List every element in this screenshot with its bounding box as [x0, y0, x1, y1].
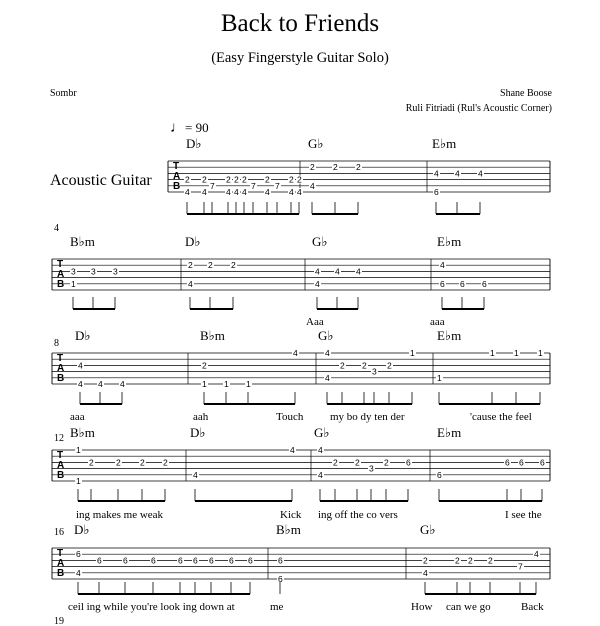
fret-number: 6 — [460, 278, 465, 289]
fret-number: 4 — [356, 266, 361, 277]
tab-system — [168, 161, 550, 214]
lyric-text: ing makes me weak — [76, 509, 164, 521]
fret-number: 2 — [333, 162, 338, 173]
fret-number: 6 — [406, 457, 411, 468]
fret-number: 2 — [362, 360, 367, 371]
fret-number: 4 — [234, 187, 239, 197]
tab-clef-letter: B — [57, 279, 65, 290]
fret-number: 6 — [209, 555, 214, 566]
lyric-text: I see the — [505, 509, 542, 521]
fret-number: 4 — [318, 469, 323, 480]
chord-name: G♭ — [312, 234, 328, 249]
tab-system — [52, 548, 550, 594]
tab-clef-letter: A — [57, 558, 65, 569]
tab-clef-letter: A — [173, 171, 181, 182]
fret-number: 6 — [519, 457, 524, 468]
tab-clef-letter: T — [57, 353, 64, 364]
fret-number: 3 — [91, 266, 96, 277]
fret-number: 4 — [534, 549, 539, 560]
fret-number: 1 — [410, 348, 415, 358]
chord-name: B♭m — [70, 234, 95, 249]
fret-number: 2 — [387, 360, 392, 371]
fret-number: 2 — [242, 174, 247, 185]
fret-number: 6 — [278, 555, 283, 566]
tab-clef-letter: A — [57, 363, 65, 374]
lyric-text: aaa — [70, 411, 85, 423]
fret-number: 3 — [372, 366, 377, 377]
fret-number: 4 — [440, 260, 445, 271]
chord-name: G♭ — [318, 328, 334, 343]
tab-system — [52, 259, 550, 309]
fret-number: 6 — [123, 555, 128, 566]
fret-number: 2 — [333, 457, 338, 468]
fret-number: 2 — [468, 555, 473, 566]
measure-number: 4 — [54, 223, 59, 234]
fret-number: 7 — [210, 180, 215, 191]
page-title: Back to Friends — [220, 10, 380, 37]
fret-number: 6 — [505, 457, 510, 468]
tab-clef-letter: T — [57, 450, 64, 461]
fret-number: 4 — [78, 379, 83, 389]
fret-number: 4 — [293, 348, 298, 358]
lyric-text: me — [270, 601, 284, 613]
fret-number: 2 — [423, 555, 428, 566]
fret-number: 3 — [71, 266, 76, 277]
chord-name: D♭ — [75, 328, 91, 343]
fret-number: 4 — [315, 266, 320, 277]
lyric-text: aah — [193, 411, 209, 423]
lyric-text: ing off the co vers — [318, 509, 398, 521]
chord-name: B♭m — [200, 328, 225, 343]
lyric-text: How — [411, 601, 433, 613]
tab-clef-letter: T — [57, 548, 64, 559]
measure-number: 19 — [54, 616, 64, 626]
lyric-text: aaa — [430, 316, 445, 328]
tab-system — [52, 445, 550, 501]
fret-number: 4 — [315, 278, 320, 289]
chord-name: D♭ — [186, 136, 202, 151]
fret-number: 4 — [297, 187, 302, 197]
chord-name: E♭m — [437, 425, 462, 440]
fret-number: 6 — [97, 555, 102, 566]
chord-name: E♭m — [432, 136, 457, 151]
tab-clef-letter: A — [57, 269, 65, 280]
tab-clef-letter: T — [173, 161, 180, 172]
lyric-text: Kick — [280, 509, 302, 521]
chord-name: D♭ — [74, 522, 90, 537]
fret-number: 6 — [76, 549, 81, 560]
tab-clef-letter: A — [57, 460, 65, 471]
tab-clef-letter: B — [57, 568, 65, 579]
fret-number: 6 — [434, 187, 439, 197]
fret-number: 2 — [163, 457, 168, 468]
fret-number: 4 — [335, 266, 340, 277]
fret-number: 4 — [318, 445, 323, 455]
fret-number: 4 — [185, 187, 190, 197]
fret-number: 2 — [265, 174, 270, 185]
fret-number: 2 — [231, 260, 236, 271]
fret-number: 2 — [140, 457, 145, 468]
measure-number: 8 — [54, 338, 59, 349]
lyric-text: can we go — [446, 601, 491, 613]
tab-clef-letter: T — [57, 259, 64, 270]
chord-name: G♭ — [314, 425, 330, 440]
lyric-text: Touch — [276, 411, 304, 423]
fret-number: 4 — [289, 187, 294, 197]
fret-number: 3 — [369, 463, 374, 474]
fret-number: 2 — [310, 162, 315, 173]
fret-number: 6 — [248, 555, 253, 566]
chord-name: E♭m — [437, 234, 462, 249]
fret-number: 4 — [290, 445, 295, 455]
fret-number: 4 — [325, 348, 330, 358]
fret-number: 4 — [478, 168, 483, 179]
fret-number: 4 — [76, 567, 81, 578]
chord-name: D♭ — [190, 425, 206, 440]
fret-number: 3 — [113, 266, 118, 277]
fret-number: 2 — [488, 555, 493, 566]
composer-name: Shane Boose — [500, 88, 552, 99]
tab-clef-letter: B — [57, 470, 65, 481]
fret-number: 7 — [518, 561, 523, 572]
lyric-text: Back — [521, 601, 544, 613]
fret-number: 1 — [490, 348, 495, 358]
chord-name: B♭m — [70, 425, 95, 440]
lyric-text: 'cause the feel — [470, 411, 532, 423]
fret-number: 2 — [188, 260, 193, 271]
lyric-text: ceil ing while you're look ing down at — [68, 601, 235, 613]
fret-number: 4 — [188, 278, 193, 289]
chord-name: E♭m — [437, 328, 462, 343]
page-subtitle: (Easy Fingerstyle Guitar Solo) — [211, 50, 389, 66]
fret-number: 6 — [229, 555, 234, 566]
chord-name: G♭ — [420, 522, 436, 537]
lyric-text: Aaa — [306, 316, 324, 328]
fret-number: 1 — [538, 348, 543, 358]
fret-number: 4 — [310, 180, 315, 191]
fret-number: 6 — [482, 278, 487, 289]
fret-number: 4 — [265, 187, 270, 197]
fret-number: 2 — [340, 360, 345, 371]
fret-number: 6 — [440, 278, 445, 289]
lyric-text: my bo dy ten der — [330, 411, 405, 423]
fret-number: 1 — [246, 379, 251, 389]
fret-number: 2 — [297, 174, 302, 185]
fret-number: 6 — [540, 457, 545, 468]
fret-number: 4 — [78, 360, 83, 371]
fret-number: 4 — [423, 567, 428, 578]
chord-name: B♭m — [276, 522, 301, 537]
fret-number: 2 — [185, 174, 190, 185]
fret-number: 2 — [384, 457, 389, 468]
fret-number: 6 — [437, 469, 442, 480]
quarter-note-icon: ♩ — [170, 120, 185, 136]
fret-number: 6 — [278, 574, 283, 584]
fret-number: 6 — [193, 555, 198, 566]
instrument-label: Acoustic Guitar — [50, 172, 152, 189]
fret-number: 4 — [120, 379, 125, 389]
fret-number: 6 — [151, 555, 156, 566]
fret-number: 1 — [514, 348, 519, 358]
fret-number: 4 — [325, 372, 330, 383]
fret-number: 4 — [202, 187, 207, 197]
fret-number: 2 — [208, 260, 213, 271]
fret-number: 2 — [202, 360, 207, 371]
fret-number: 4 — [98, 379, 103, 389]
fret-number: 7 — [251, 180, 256, 191]
fret-number: 1 — [76, 476, 81, 486]
artist-name: Sombr — [50, 88, 77, 99]
measure-number: 16 — [54, 527, 64, 538]
measure-number: 12 — [54, 433, 64, 444]
tab-clef-letter: B — [57, 373, 65, 384]
fret-number: 1 — [76, 445, 81, 455]
fret-number: 4 — [455, 168, 460, 179]
fret-number: 2 — [116, 457, 121, 468]
fret-number: 2 — [355, 457, 360, 468]
fret-number: 7 — [275, 180, 280, 191]
fret-number: 4 — [193, 469, 198, 480]
fret-number: 1 — [437, 372, 442, 383]
chord-name: G♭ — [308, 136, 324, 151]
fret-number: 6 — [178, 555, 183, 566]
fret-number: 4 — [242, 187, 247, 197]
fret-number: 2 — [234, 174, 239, 185]
fret-number: 1 — [71, 278, 76, 289]
tempo-value: = 90 — [185, 120, 209, 135]
fret-number: 2 — [289, 174, 294, 185]
fret-number: 4 — [434, 168, 439, 179]
chord-name: D♭ — [185, 234, 201, 249]
fret-number: 1 — [202, 379, 207, 389]
tab-clef-letter: B — [173, 181, 181, 192]
fret-number: 2 — [356, 162, 361, 173]
arranger-name: Ruli Fitriadi (Rul's Acoustic Corner) — [405, 103, 552, 114]
tab-system — [52, 348, 550, 404]
fret-number: 2 — [455, 555, 460, 566]
fret-number: 2 — [89, 457, 94, 468]
fret-number: 2 — [226, 174, 231, 185]
fret-number: 2 — [202, 174, 207, 185]
fret-number: 1 — [224, 379, 229, 389]
fret-number: 4 — [226, 187, 231, 197]
